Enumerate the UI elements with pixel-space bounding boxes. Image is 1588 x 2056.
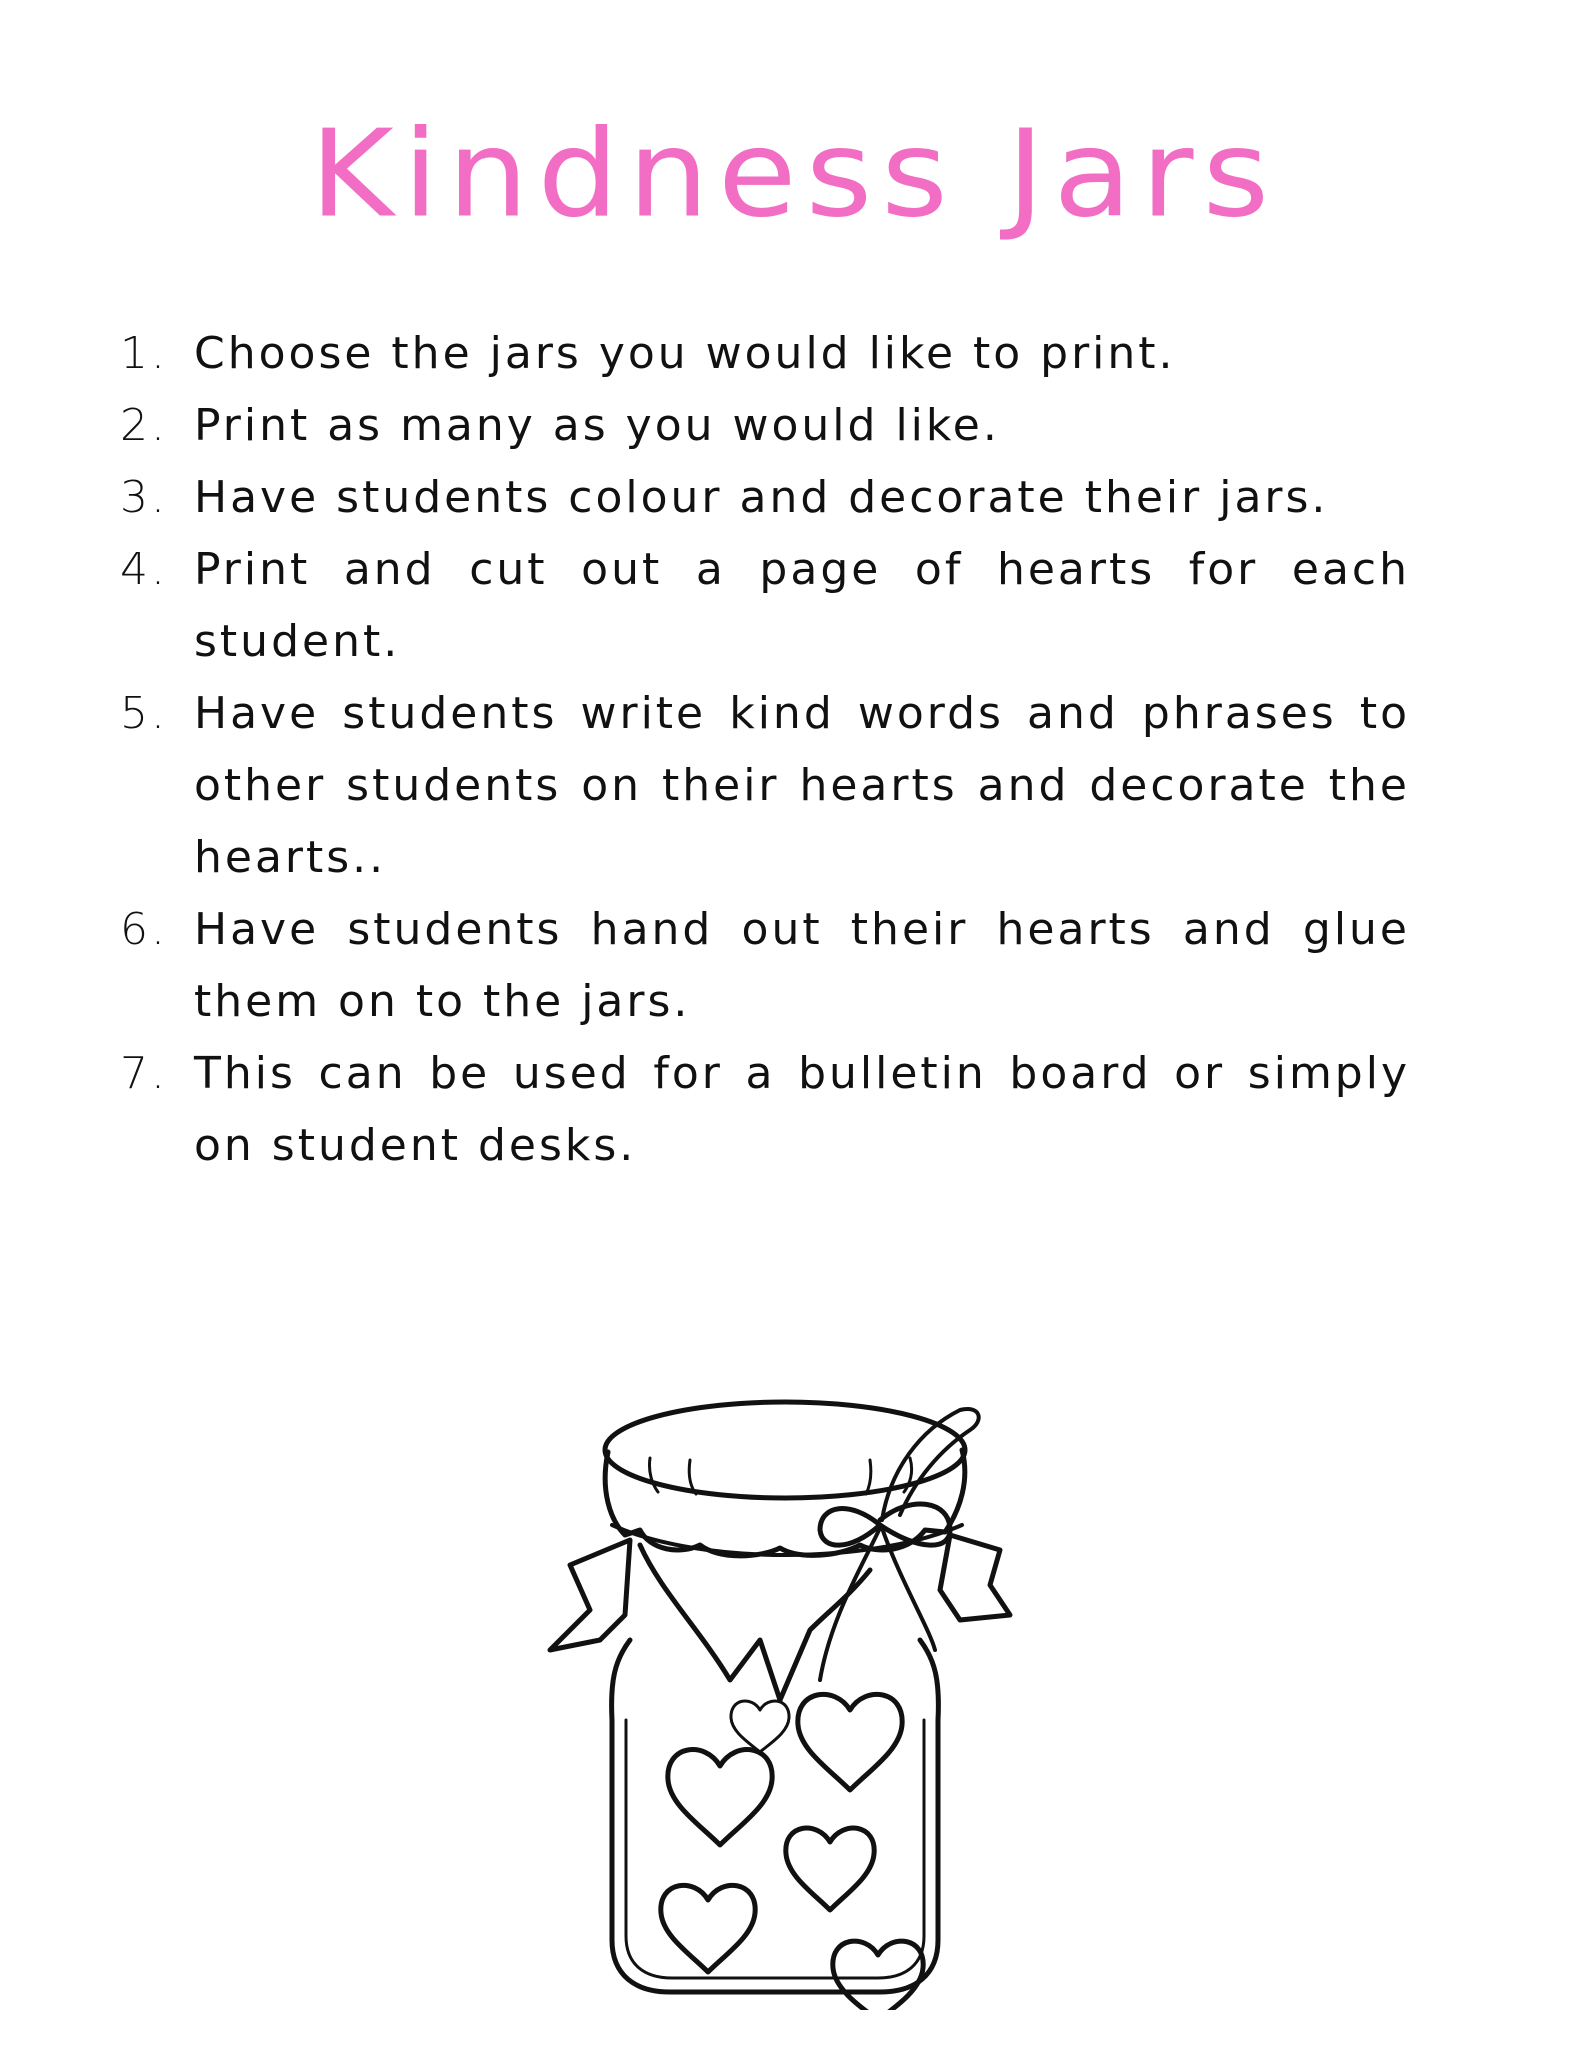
instruction-step-1 xyxy=(120,318,1410,390)
instruction-step-5 xyxy=(120,678,1410,894)
step-number: 3. xyxy=(120,472,168,523)
step-number: 5. xyxy=(120,688,168,739)
step-text: Have students write kind words and phrases to other students on their hearts and decorate the hearts.. xyxy=(194,688,1410,883)
step-text: Print and cut out a page of hearts for each student. xyxy=(194,544,1410,667)
step-text: This can be used for a bulletin board or simply on student desks. xyxy=(194,1048,1410,1171)
mason-jar-with-hearts-icon xyxy=(530,1380,1050,2010)
heart-icon xyxy=(786,1828,874,1910)
instruction-step-7 xyxy=(120,1038,1410,1182)
step-text: Choose the jars you would like to print. xyxy=(194,328,1176,379)
step-number: 4. xyxy=(120,544,168,595)
heart-icon xyxy=(668,1750,772,1845)
step-number: 6. xyxy=(120,904,168,955)
step-text: Have students colour and decorate their jars. xyxy=(194,472,1329,523)
instruction-step-3 xyxy=(120,462,1410,534)
step-text: Have students hand out their hearts and glue them on to the jars. xyxy=(194,904,1410,1027)
page-title: Kindness Jars xyxy=(309,104,1279,245)
instruction-step-6 xyxy=(120,894,1410,1038)
heart-icon xyxy=(798,1694,902,1790)
step-number: 7. xyxy=(120,1048,168,1099)
instruction-list xyxy=(120,318,1410,1182)
heart-icon xyxy=(731,1701,789,1752)
step-number: 1. xyxy=(120,328,168,379)
step-number: 2. xyxy=(120,400,168,451)
instruction-step-4 xyxy=(120,534,1410,678)
step-text: Print as many as you would like. xyxy=(194,400,1000,451)
heart-icon xyxy=(661,1885,755,1972)
instruction-step-2 xyxy=(120,390,1410,462)
heart-icon xyxy=(833,1941,923,2010)
